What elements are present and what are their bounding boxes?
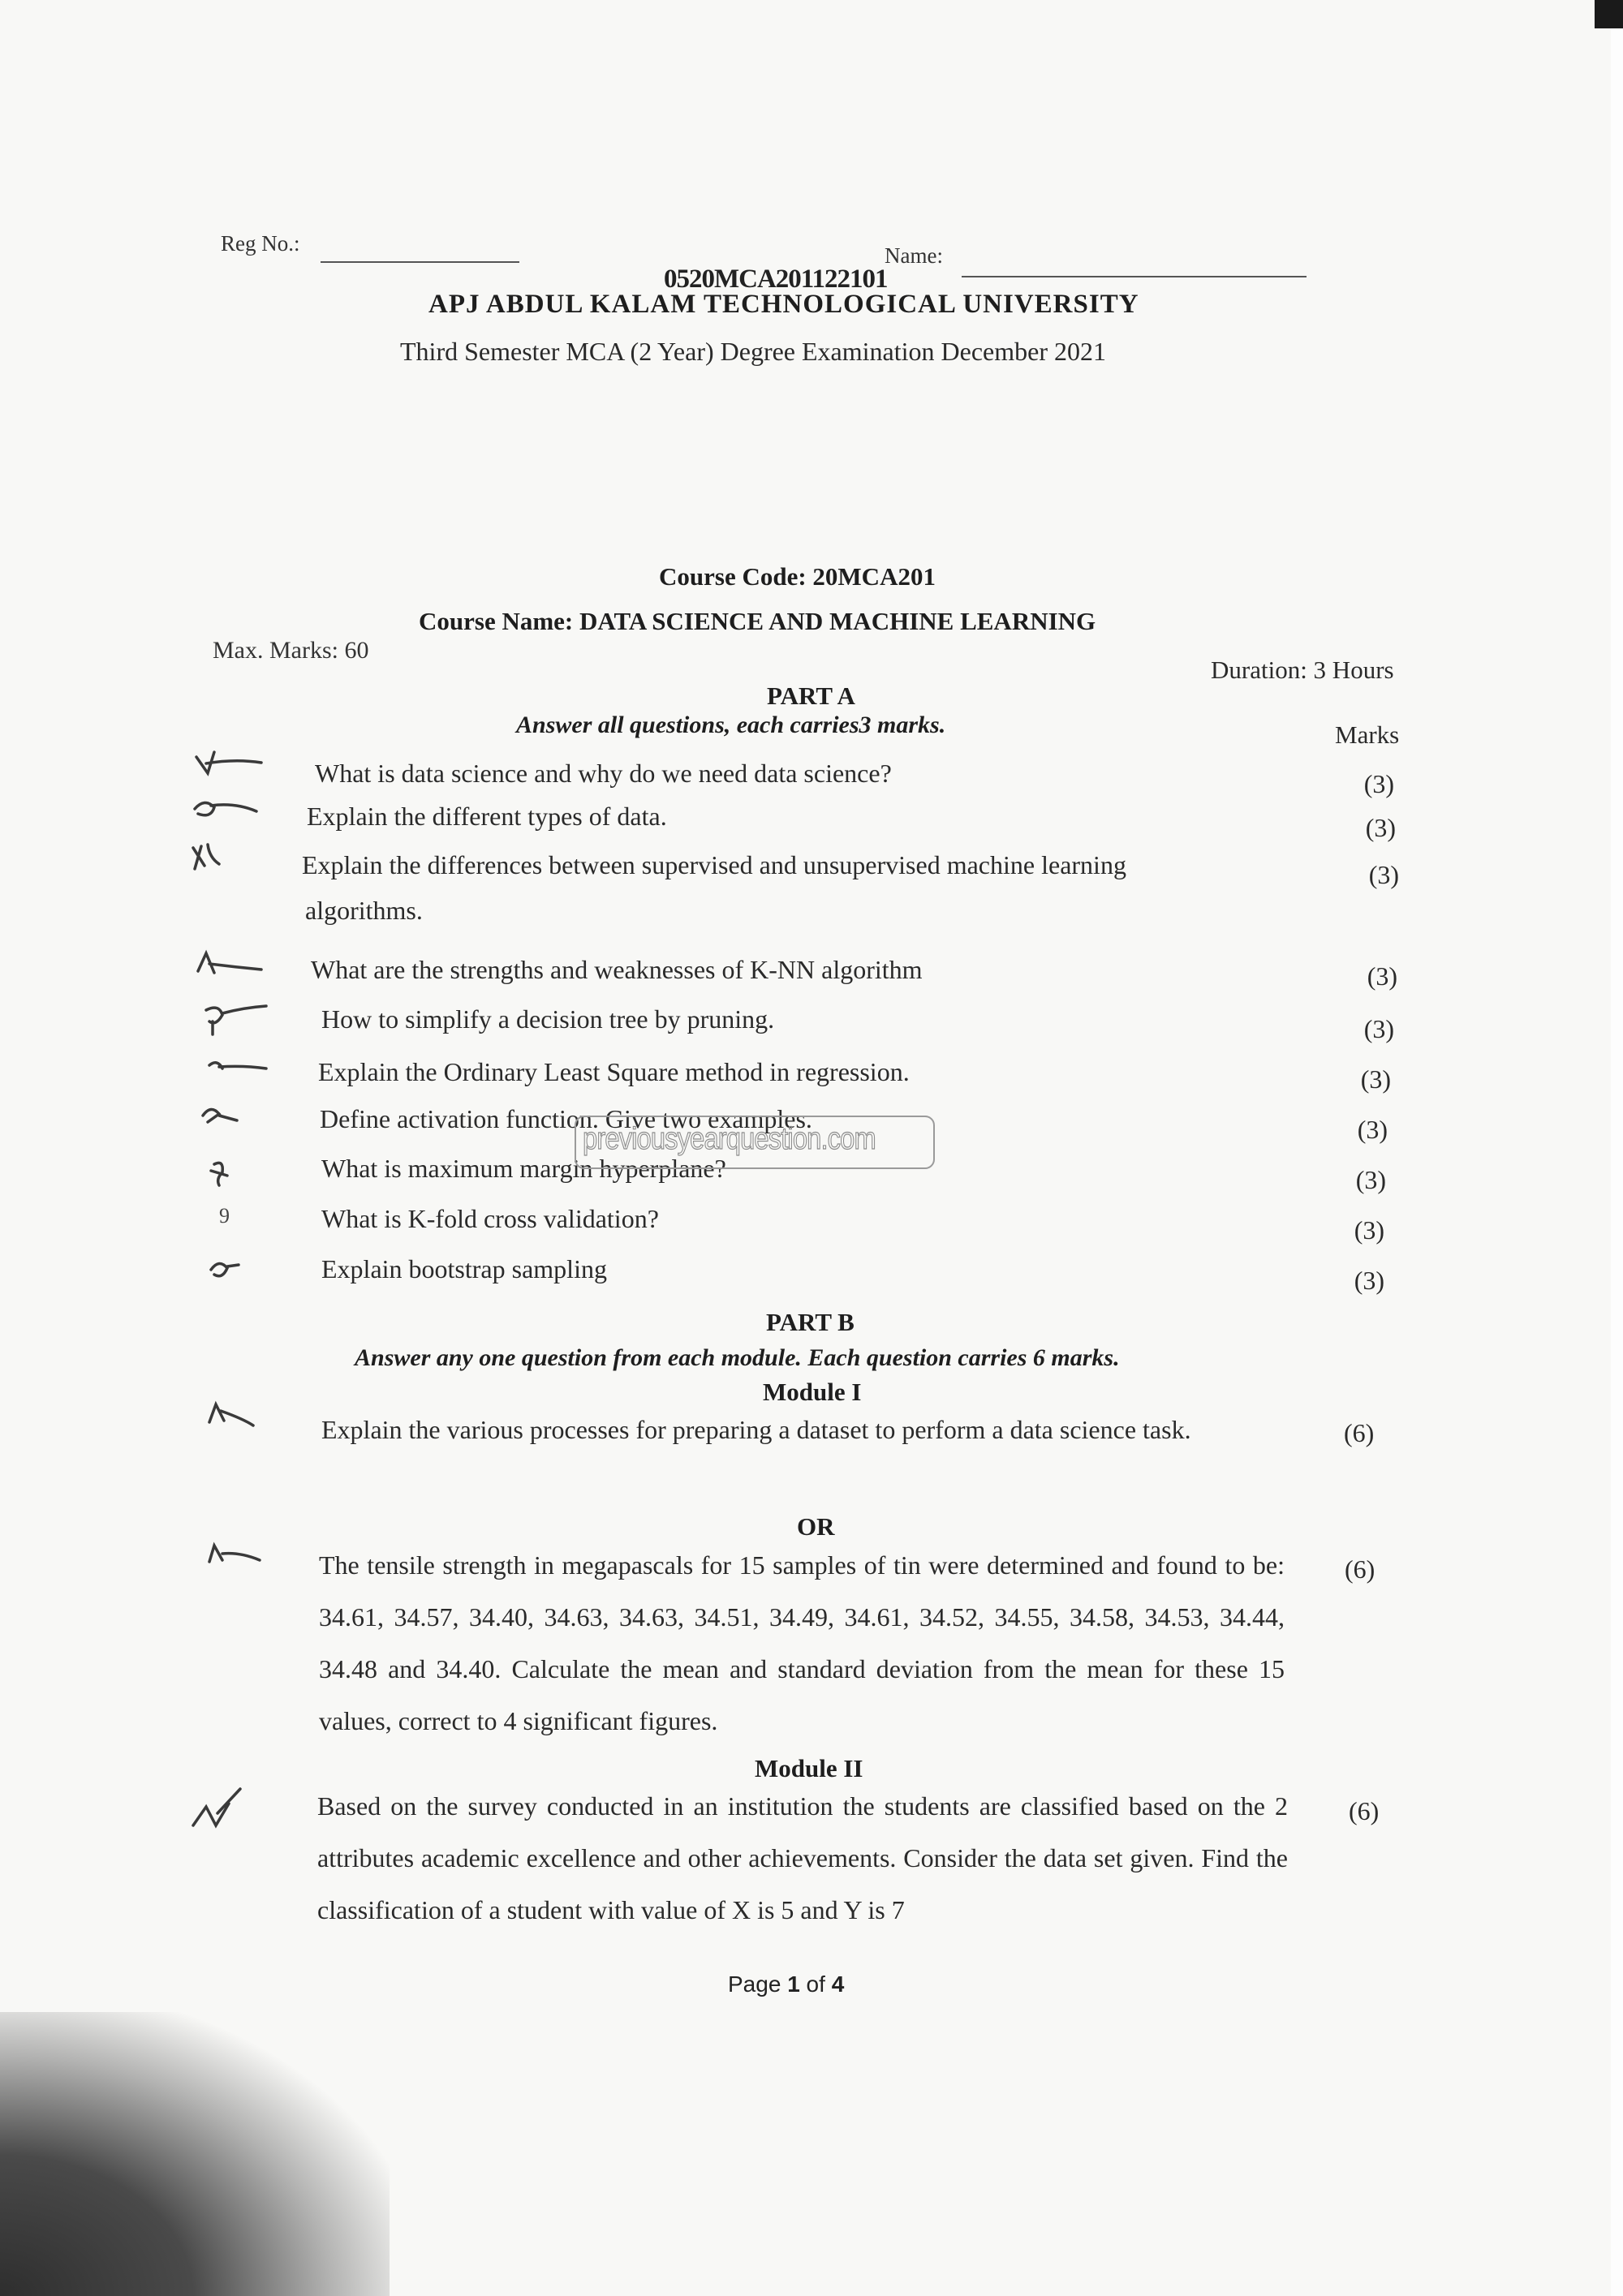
reg-no-label: Reg No.: bbox=[221, 231, 300, 256]
course-code: Course Code: 20MCA201 bbox=[659, 562, 936, 591]
part-a-title: PART A bbox=[767, 681, 855, 710]
tick-mark-13 bbox=[193, 1789, 240, 1825]
question-13-marks: (6) bbox=[1349, 1796, 1380, 1825]
question-2: Explain the different types of data. bbox=[307, 802, 667, 831]
question-12-marks: (6) bbox=[1345, 1554, 1375, 1584]
question-2-marks: (3) bbox=[1365, 813, 1396, 842]
exam-title: Third Semester MCA (2 Year) Degree Examination December 2021 bbox=[400, 337, 1106, 366]
question-9-number: 9 bbox=[219, 1204, 230, 1228]
tick-mark-10 bbox=[211, 1263, 239, 1275]
tick-mark-2 bbox=[195, 802, 256, 815]
question-5: How to simplify a decision tree by pruning. bbox=[321, 1004, 775, 1034]
course-name: Course Name: DATA SCIENCE AND MACHINE LEARNING bbox=[419, 607, 1096, 635]
question-11-marks: (6) bbox=[1344, 1418, 1375, 1447]
tick-mark-7 bbox=[203, 1109, 237, 1122]
paper-code: 0520MCA201122101 bbox=[664, 264, 888, 294]
tick-mark-6 bbox=[209, 1063, 266, 1068]
question-4: What are the strengths and weaknesses of K-NN algorithm bbox=[311, 955, 923, 984]
question-3: Explain the differences between supervised and unsupervised machine learning bbox=[302, 850, 1126, 879]
question-3-marks: (3) bbox=[1368, 860, 1399, 889]
question-6-marks: (3) bbox=[1360, 1064, 1391, 1094]
question-4-marks: (3) bbox=[1367, 961, 1397, 991]
footer-of-label: of bbox=[806, 1971, 825, 1997]
question-10: Explain bootstrap sampling bbox=[321, 1254, 607, 1283]
footer-current-page: 1 bbox=[787, 1971, 800, 1997]
marks-header: Marks bbox=[1335, 720, 1400, 749]
question-9: What is K-fold cross validation? bbox=[321, 1204, 659, 1233]
tick-mark-11 bbox=[209, 1404, 253, 1425]
page-edge bbox=[1611, 0, 1623, 2296]
or-label: OR bbox=[797, 1512, 835, 1541]
question-1: What is data science and why do we need data science? bbox=[315, 759, 892, 788]
corner-mark bbox=[1595, 0, 1623, 28]
tick-mark-8 bbox=[211, 1163, 227, 1185]
question-12: The tensile strength in megapascals for 15 samples of tin were determined and found to be: 34.61, 34.57, 34.40, 34.63, 34.63, 34.51, 34.49, 34.61, 34.52, 34.55, 34.58, 34.53, 34.44, 34.48 and 34.40. Calculate the mean and standard deviation from the mean for these 15 values, correct to 4 significant figures. bbox=[319, 1550, 1285, 1735]
footer-total-pages: 4 bbox=[831, 1971, 845, 1997]
watermark: previousyearquestion.com bbox=[583, 1122, 876, 1156]
name-label: Name: bbox=[885, 243, 943, 268]
question-11: Explain the various processes for preparing a dataset to perform a data science task. bbox=[321, 1415, 1191, 1444]
question-7-marks: (3) bbox=[1357, 1115, 1388, 1144]
reg-no-line bbox=[321, 261, 519, 263]
handwritten-marks bbox=[187, 734, 268, 1838]
question-8-marks: (3) bbox=[1355, 1165, 1386, 1194]
module-2-title: Module II bbox=[755, 1754, 863, 1782]
footer-page-label: Page bbox=[728, 1971, 781, 1997]
module-1-title: Module I bbox=[763, 1378, 862, 1406]
tick-mark-3 bbox=[193, 845, 219, 869]
name-line bbox=[962, 276, 1307, 277]
question-6: Explain the Ordinary Least Square method in regression. bbox=[318, 1057, 910, 1086]
question-10-marks: (3) bbox=[1354, 1266, 1384, 1295]
duration: Duration: 3 Hours bbox=[1211, 656, 1394, 684]
question-5-marks: (3) bbox=[1363, 1014, 1394, 1043]
question-13: Based on the survey conducted in an institution the students are classified based on the 2 attributes academic excellence and other achievements. Consider the data set given. Find the classification of a student with value of X is 5 and Y is 7 bbox=[317, 1791, 1288, 1924]
part-b-title: PART B bbox=[766, 1308, 855, 1336]
question-8: What is maximum margin hyperplane? bbox=[321, 1154, 726, 1183]
question-7: Define activation function. Give two examples. bbox=[320, 1104, 812, 1133]
question-3-cont: algorithms. bbox=[305, 896, 423, 925]
question-1-marks: (3) bbox=[1363, 769, 1394, 798]
tick-mark-1 bbox=[196, 752, 261, 773]
question-9-marks: (3) bbox=[1354, 1215, 1384, 1245]
tick-mark-5 bbox=[206, 1006, 266, 1034]
part-a-instruction: Answer all questions, each carries3 marks. bbox=[516, 712, 946, 738]
tick-mark-4 bbox=[198, 953, 261, 973]
university-name: APJ ABDUL KALAM TECHNOLOGICAL UNIVERSITY bbox=[428, 290, 1139, 319]
max-marks: Max. Marks: 60 bbox=[213, 637, 369, 664]
tick-mark-12 bbox=[209, 1546, 260, 1562]
part-b-instruction: Answer any one question from each module. Each question carries 6 marks. bbox=[355, 1344, 1120, 1371]
page-footer bbox=[728, 1971, 844, 1997]
hand-shadow bbox=[0, 2012, 390, 2296]
